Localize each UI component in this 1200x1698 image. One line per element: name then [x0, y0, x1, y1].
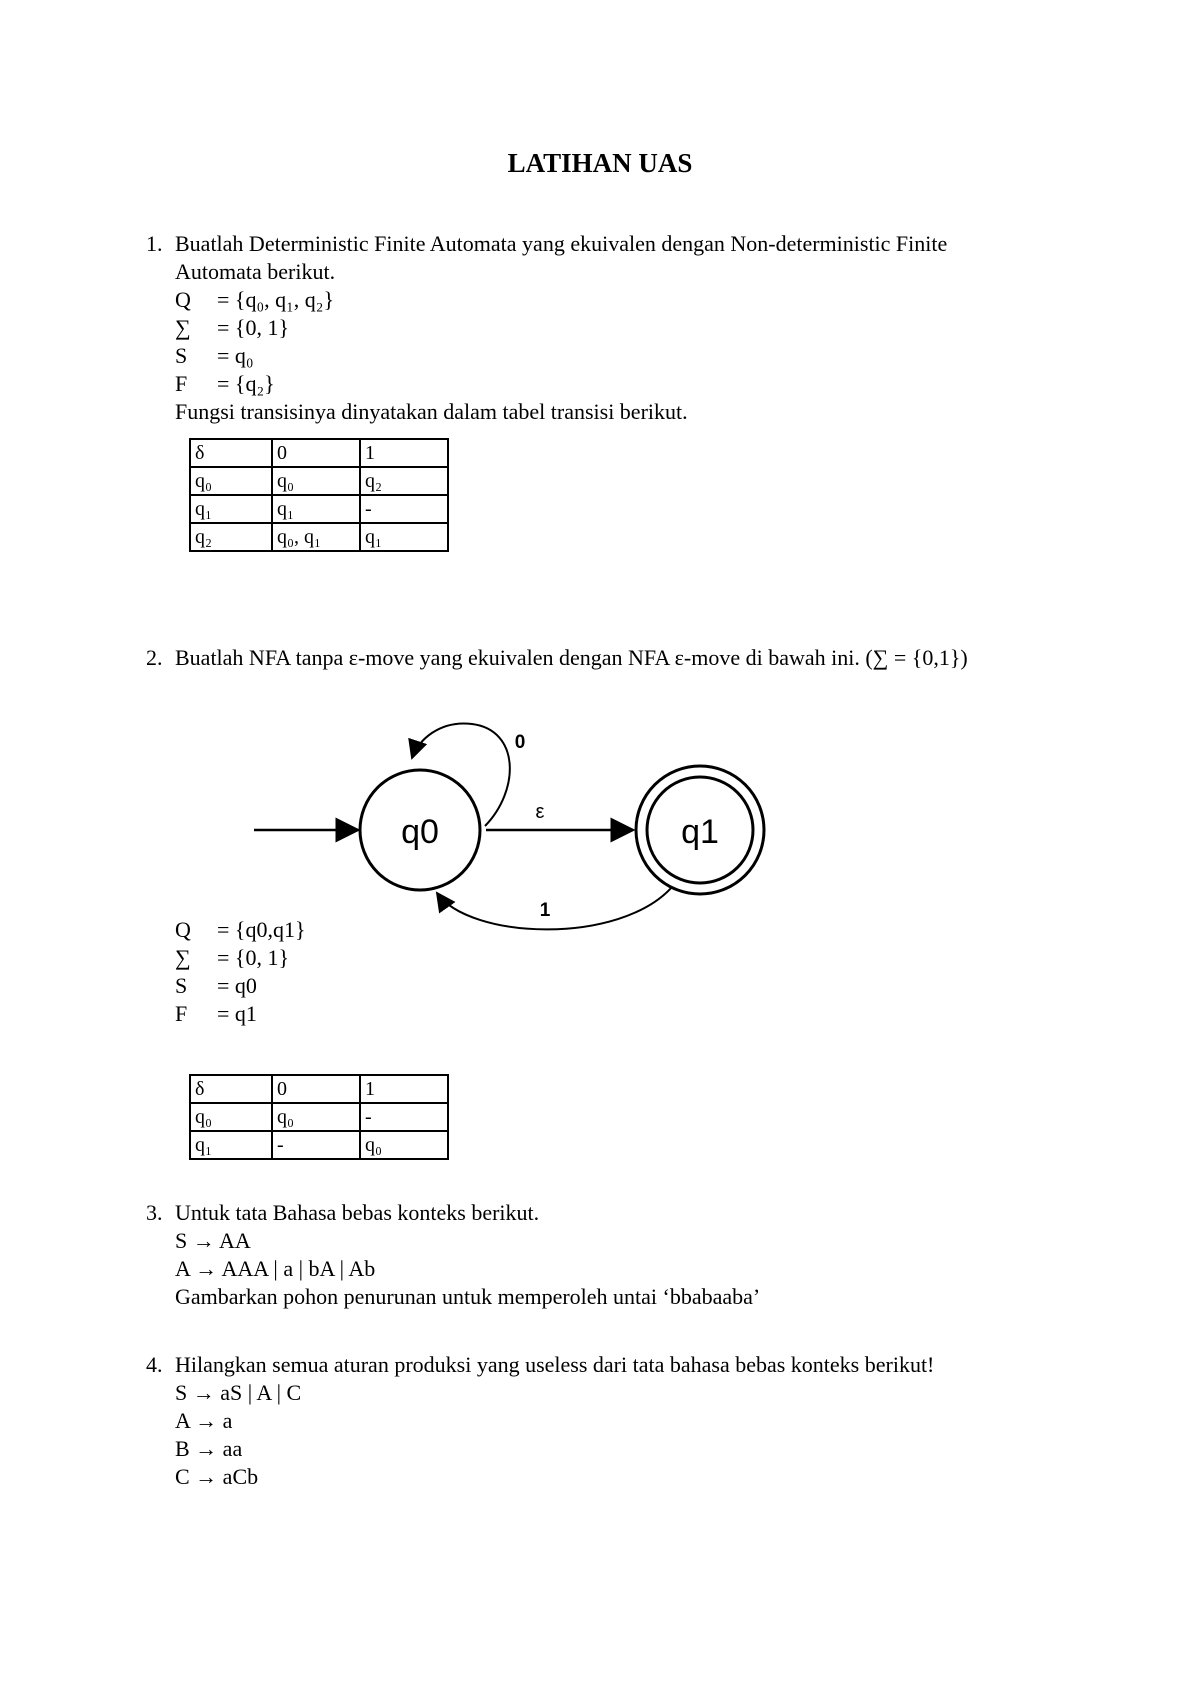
table-cell: q₀	[190, 1103, 272, 1131]
q2-def-value: = {0, 1}	[217, 945, 290, 970]
q2-number: 2.	[146, 645, 163, 670]
table-cell: -	[360, 495, 448, 523]
loop-label: 0	[514, 732, 526, 753]
table-header-row	[190, 439, 448, 467]
table-row	[190, 495, 448, 523]
table-cell: δ	[190, 439, 272, 467]
q4-number: 4.	[146, 1352, 163, 1377]
back-label: 1	[539, 900, 551, 921]
q1-def-symbol: S	[175, 343, 188, 368]
nfa-diagram	[240, 700, 800, 940]
table-cell: q₀, q₁	[272, 523, 360, 551]
table-cell: -	[360, 1103, 448, 1131]
q4-rule: S → aS | A | C	[175, 1380, 302, 1405]
q3-rule: S → AA	[175, 1228, 251, 1253]
table-cell: q₂	[190, 523, 272, 551]
q2-transition-table	[189, 1074, 449, 1160]
table-header-row	[190, 1075, 448, 1103]
q1-number: 1.	[146, 231, 163, 256]
state-q0-label: q0	[401, 813, 439, 851]
q1-def-symbol: F	[175, 371, 188, 396]
q3-task: Gambarkan pohon penurunan untuk memperoleh untai ‘bbabaaba’	[175, 1284, 761, 1309]
table-cell: 0	[272, 1075, 360, 1103]
table-cell: q₁	[272, 495, 360, 523]
q1-def-symbol: Q	[175, 287, 191, 312]
q2-def-value: = q0	[217, 973, 257, 998]
table-cell: q₁	[190, 495, 272, 523]
page-title: LATIHAN UAS	[507, 148, 693, 178]
q1-note: Fungsi transisinya dinyatakan dalam tabel transisi berikut.	[175, 399, 688, 424]
table-cell: -	[272, 1131, 360, 1159]
q1-def-value: = {q₀, q₁, q₂}	[217, 287, 335, 312]
q2-def-symbol: ∑	[175, 945, 191, 970]
table-row	[190, 1131, 448, 1159]
table-cell: q₀	[360, 1131, 448, 1159]
table-row	[190, 467, 448, 495]
q2-def-symbol: F	[175, 1001, 188, 1026]
table-cell: 1	[360, 1075, 448, 1103]
q3-rule: A → AAA | a | bA | Ab	[175, 1256, 376, 1281]
q1-def-value: = {q₂}	[217, 371, 275, 396]
q4-rule: C → aCb	[175, 1464, 259, 1489]
table-cell: 0	[272, 439, 360, 467]
table-cell: q₁	[360, 523, 448, 551]
q2-def-value: = q1	[217, 1001, 257, 1026]
q1-def-symbol: ∑	[175, 315, 191, 340]
back-arrow	[437, 887, 672, 929]
table-row	[190, 1103, 448, 1131]
q3-text: Untuk tata Bahasa bebas konteks berikut.	[175, 1200, 540, 1225]
q3-number: 3.	[146, 1200, 163, 1225]
q2-text: Buatlah NFA tanpa ε-move yang ekuivalen dengan NFA ε-move di bawah ini. (∑ = {0,1})	[175, 645, 968, 670]
epsilon-label: ε	[535, 801, 545, 823]
table-row	[190, 523, 448, 551]
q1-def-value: = {0, 1}	[217, 315, 290, 340]
q4-text: Hilangkan semua aturan produksi yang useless dari tata bahasa bebas konteks berikut!	[175, 1352, 935, 1377]
table-cell: q₀	[190, 467, 272, 495]
state-q1-label: q1	[681, 813, 719, 851]
table-cell: δ	[190, 1075, 272, 1103]
table-cell: 1	[360, 439, 448, 467]
q1-def-value: = q₀	[217, 343, 254, 368]
table-cell: q₂	[360, 467, 448, 495]
q2-def-symbol: Q	[175, 917, 191, 942]
q2-def-value: = {q0,q1}	[217, 917, 306, 942]
q4-rule: A → a	[175, 1408, 233, 1433]
q1-transition-table	[189, 438, 449, 552]
q2-def-symbol: S	[175, 973, 188, 998]
table-cell: q₁	[190, 1131, 272, 1159]
q1-text-line2: Automata berikut.	[175, 259, 336, 284]
q1-text-line1: Buatlah Deterministic Finite Automata yang ekuivalen dengan Non-deterministic Finite	[175, 231, 948, 256]
q4-rule: B → aa	[175, 1436, 243, 1461]
table-cell: q₀	[272, 1103, 360, 1131]
table-cell: q₀	[272, 467, 360, 495]
